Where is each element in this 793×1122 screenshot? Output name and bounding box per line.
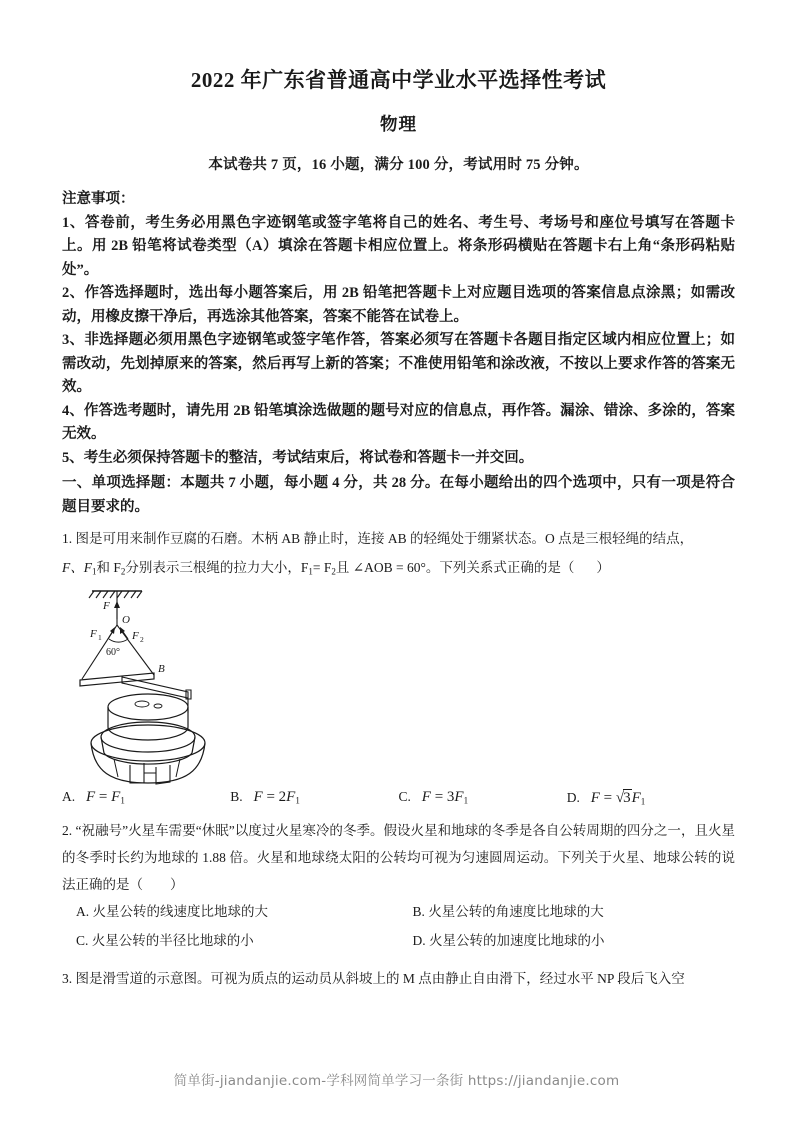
page-title: 2022 年广东省普通高中学业水平选择性考试 [190, 68, 607, 92]
question-1-figure [62, 587, 735, 787]
notice-item-3: 3、非选择题必须用黑色字迹钢笔或签字笔作答，答案必须写在答题卡各题目指定区域内相应位置上；如需改动，先划掉原来的答案，然后再写上新的答案；不准使用铅笔和涂改液，不按以上要求作答的答案无效。 [62, 332, 735, 396]
label-angle-60: 60° [106, 647, 120, 659]
option-d-label: D. [566, 790, 580, 806]
question-2-options [62, 898, 735, 955]
question-1-number: 1. [62, 531, 73, 547]
question-1-line2-tail: 分别表示三根绳的拉力大小，F [125, 560, 309, 576]
page-content [62, 0, 735, 992]
notice-item-5: 5、考生必须保持答题卡的整洁，考试结束后，将试卷和答题卡一并交回。 [62, 449, 534, 466]
question-1-line2-eq: = F [312, 560, 332, 576]
label-point-B: B [158, 663, 165, 676]
option-a-label: A. [62, 789, 76, 805]
question-2 [62, 817, 735, 898]
question-2-option-c[interactable]: C. 火星公转的半径比地球的小 [76, 932, 254, 948]
question-2-option-b[interactable]: B. 火星公转的角速度比地球的大 [412, 904, 604, 920]
question-1-line2-close: ） [596, 560, 610, 576]
option-c-label: C. [398, 789, 411, 805]
question-1-line2-angle: 且 ∠AOB = 60°。下列关系式正确的是（ [335, 560, 575, 576]
exam-meta: 本试卷共 7 页，16 小题，满分 100 分，考试用时 75 分钟。 [208, 157, 589, 174]
svg-text:2: 2 [140, 635, 144, 645]
option-b-label: B. [230, 789, 243, 805]
notice-item-4: 4、作答选考题时，请先用 2B 铅笔填涂选做题的题号对应的信息点，再作答。漏涂、错涂、多涂的，答案无效。 [62, 402, 735, 443]
notice-item-1: 1、答卷前，考生务必用黑色字迹钢笔或签字笔将自己的姓名、考生号、考场号和座位号填写在答题卡上。用 2B 铅笔将试卷类型（A）填涂在答题卡相应位置上。将条形码横贴在答题卡右上角“条形码粘贴处”。 [62, 214, 735, 278]
notice-heading: 注意事项： [62, 191, 135, 208]
notice-block [62, 188, 735, 470]
section-heading-single-choice: 一、单项选择题：本题共 7 小题，每小题 4 分，共 28 分。在每小题给出的四个选项中，只有一项是符合题目要求的。 [62, 475, 735, 515]
question-1-option-b[interactable]: B. $F = 2F_1$ [230, 789, 300, 806]
question-1-line2-prefix: F、F [62, 560, 92, 576]
label-force-F2: F [132, 630, 139, 643]
label-point-O: O [122, 614, 130, 627]
question-1 [62, 525, 735, 552]
question-2-text: “祝融号”火星车需要“休眠”以度过火星寒冷的冬季。假设火星和地球的冬季是各自公转周期的四分之一，且火星的冬季时长约为地球的 1.88 倍。火星和地球绕太阳的公转均可视为匀速圆周运动。下列关于火星、地球公转的说法正确的是（ ） [62, 823, 736, 893]
label-force-F: F [103, 600, 110, 613]
question-1-line1: 图是可用来制作豆腐的石磨。木柄 AB 静止时，连接 AB 的轻绳处于绷紧状态。O 点是三根轻绳的结点， [75, 531, 694, 547]
question-1-option-c[interactable]: C. $F = 3F_1$ [398, 789, 469, 806]
question-1-line2: F、$F_1$和 $F_2$分别表示三根绳的拉力大小，$F_1= F_2$且 ∠AOB = 60°。下列关系式正确的是（ ） [62, 560, 610, 577]
question-1-option-a[interactable]: A. $F = F_1$ [62, 789, 125, 806]
label-force-F1: F [90, 628, 97, 641]
question-2-number: 2. [62, 823, 73, 839]
svg-text:1: 1 [98, 633, 102, 643]
question-1-options [62, 789, 735, 807]
question-3 [62, 965, 735, 992]
question-1-line2-mid: 和 F [96, 560, 121, 576]
stone-mill-diagram [70, 587, 330, 787]
question-3-number: 3. [62, 970, 73, 986]
subject-title: 物理 [380, 114, 417, 135]
question-3-text: 图是滑雪道的示意图。可视为质点的运动员从斜坡上的 M 点由静止自由滑下，经过水平 NP 段后飞入空 [75, 970, 685, 986]
question-2-option-a[interactable]: A. 火星公转的线速度比地球的大 [76, 904, 268, 920]
question-1-option-d[interactable]: D. $F = √3F_1$ [566, 790, 646, 807]
notice-item-2: 2、作答选择题时，选出每小题答案后，用 2B 铅笔把答题卡上对应题目选项的答案信息点涂黑；如需改动，用橡皮擦干净后，再选涂其他答案，答案不能答在试卷上。 [62, 285, 735, 325]
footer-watermark: 简单街-jiandanjie.com-学科网简单学习一条街 https://jiandanjie.com [173, 1073, 620, 1089]
question-2-option-d[interactable]: D. 火星公转的加速度比地球的小 [412, 932, 605, 948]
